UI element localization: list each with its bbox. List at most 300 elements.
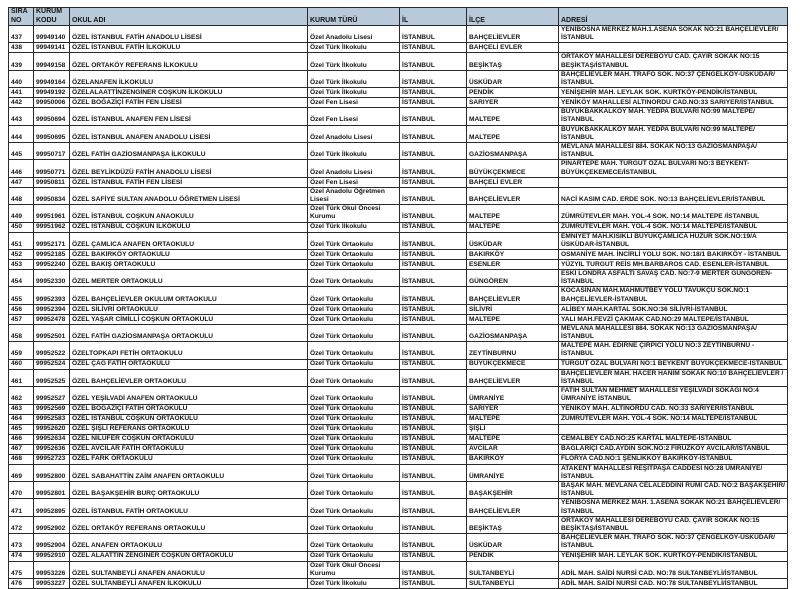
- cell-sira: 472: [9, 516, 34, 533]
- cell-sira: 471: [9, 499, 34, 516]
- cell-okul: ÖZEL ORTAKÖY REFERANS ORTAOKULU: [70, 516, 308, 533]
- cell-adres: [559, 43, 788, 53]
- cell-tur: Özel Türk Ortaokulu: [308, 270, 400, 287]
- cell-tur: Özel Türk Ortaokulu: [308, 481, 400, 498]
- table-row: [9, 454, 788, 464]
- cell-kodu: 99950834: [34, 187, 70, 204]
- cell-il: İSTANBUL: [400, 304, 467, 314]
- cell-ilce: ZEYTİNBURNU: [467, 342, 559, 359]
- table-row: [9, 551, 788, 561]
- cell-okul: ÖZEL İSTANBUL ANAFEN FEN LİSESİ: [70, 108, 308, 125]
- table-row: [9, 342, 788, 359]
- cell-tur: Özel Anadolu Öğretmen Lisesi: [308, 187, 400, 204]
- cell-ilce: MALTEPE: [467, 314, 559, 324]
- column-header-adresi: ADRESİ: [559, 8, 788, 26]
- cell-sira: 437: [9, 26, 34, 43]
- cell-il: İSTANBUL: [400, 88, 467, 98]
- cell-ilce: MALTEPE: [467, 125, 559, 142]
- cell-adres: ADİL MAH. SAİDİ NURSİ CAD. NO:78 SULTANBEYLİ/İSTANBUL: [559, 578, 788, 588]
- cell-sira: 445: [9, 143, 34, 160]
- cell-il: İSTANBUL: [400, 143, 467, 160]
- cell-ilce: ÜSKÜDAR: [467, 70, 559, 87]
- cell-ilce: PENDİK: [467, 88, 559, 98]
- cell-ilce: BAHÇELİEVLER: [467, 26, 559, 43]
- cell-ilce: BAHÇELİ EVLER: [467, 177, 559, 187]
- cell-adres: YENİŞEHİR MAH. LEYLAK SOK. KURTKÖY-PENDİK/İSTANBUL: [559, 551, 788, 561]
- cell-ilce: PENDİK: [467, 551, 559, 561]
- cell-okul: ÖZEL İSTANBUL FATİH İLKOKULU: [70, 43, 308, 53]
- cell-il: İSTANBUL: [400, 260, 467, 270]
- cell-adres: YENİBOSNA MERKEZ MAH.1.ASENA SOKAK NO:21 BAHÇELİEVLER/İSTANBUL: [559, 26, 788, 43]
- cell-kodu: 99952569: [34, 404, 70, 414]
- cell-il: İSTANBUL: [400, 342, 467, 359]
- cell-okul: ÖZEL İSTANBUL FATİH ORTAOKULU: [70, 499, 308, 516]
- cell-ilce: BAHÇELİEVLER: [467, 499, 559, 516]
- cell-kodu: 99950771: [34, 160, 70, 177]
- table-row: [9, 88, 788, 98]
- cell-il: İSTANBUL: [400, 250, 467, 260]
- cell-ilce: SARIYER: [467, 98, 559, 108]
- cell-il: İSTANBUL: [400, 369, 467, 386]
- cell-kodu: 99952525: [34, 369, 70, 386]
- cell-okul: ÖZEL BAKIŞ ORTAOKULU: [70, 260, 308, 270]
- cell-sira: 476: [9, 578, 34, 588]
- cell-kodu: 99952634: [34, 434, 70, 444]
- cell-sira: 442: [9, 98, 34, 108]
- cell-tur: Özel Türk Ortaokulu: [308, 444, 400, 454]
- table-row: [9, 125, 788, 142]
- cell-ilce: BAHÇELİEVLER: [467, 287, 559, 304]
- table-row: [9, 314, 788, 324]
- cell-okul: ÖZEL BAHÇELİEVLER ORTAOKULU: [70, 369, 308, 386]
- cell-il: İSTANBUL: [400, 98, 467, 108]
- table-row: [9, 304, 788, 314]
- cell-tur: Özel Türk Ortaokulu: [308, 304, 400, 314]
- cell-tur: Özel Türk Ortaokulu: [308, 287, 400, 304]
- cell-adres: BAHÇELİEVLER MAH. HACER HANIM SOKAK NO:10 BAHÇELİEVLER / İSTANBUL: [559, 369, 788, 386]
- cell-okul: ÖZEL BOĞAZİÇİ FATİH FEN LİSESİ: [70, 98, 308, 108]
- cell-sira: 469: [9, 464, 34, 481]
- cell-kodu: 99952185: [34, 250, 70, 260]
- cell-il: İSTANBUL: [400, 222, 467, 232]
- cell-okul: ÖZEL BAKIRKÖY ORTAOKULU: [70, 250, 308, 260]
- cell-ilce: BEŞİKTAŞ: [467, 53, 559, 70]
- cell-okul: ÖZEL SULTANBEYLİ ANAFEN İLKOKULU: [70, 578, 308, 588]
- column-header-il: İL: [400, 8, 467, 26]
- cell-il: İSTANBUL: [400, 270, 467, 287]
- cell-adres: YENİŞEHİR MAH. LEYLAK SOK. KURTKÖY-PENDİK/İSTANBUL: [559, 88, 788, 98]
- cell-tur: Özel Türk Ortaokulu: [308, 342, 400, 359]
- cell-il: İSTANBUL: [400, 499, 467, 516]
- table-row: [9, 444, 788, 454]
- cell-okul: ÖZEL NİLÜFER COŞKUN ORTAOKULU: [70, 434, 308, 444]
- cell-tur: Özel Türk Ortaokulu: [308, 314, 400, 324]
- cell-il: İSTANBUL: [400, 359, 467, 369]
- cell-adres: NACİ KASIM CAD. ERDE SOK. NO:13 BAHÇELİEVLER/İSTANBUL: [559, 187, 788, 204]
- cell-adres: BAĞLARİÇİ CAD.AYDIN SOK.NO:2 FİRUZKÖY AVCILAR/İSTANBUL: [559, 444, 788, 454]
- cell-il: İSTANBUL: [400, 444, 467, 454]
- table-row: [9, 26, 788, 43]
- cell-il: İSTANBUL: [400, 516, 467, 533]
- cell-adres: MEVLANA MAHALLESİ 884. SOKAK NO:13 GAZİOSMANPAŞA/İSTANBUL: [559, 324, 788, 341]
- cell-tur: Özel Türk Ortaokulu: [308, 499, 400, 516]
- cell-adres: TURGUT ÖZAL BULVARI NO:1 BEYKENT BÜYÜKÇEKMECE-İSTANBUL: [559, 359, 788, 369]
- cell-sira: 457: [9, 314, 34, 324]
- cell-sira: 467: [9, 444, 34, 454]
- cell-sira: 444: [9, 125, 34, 142]
- cell-kodu: 99952800: [34, 464, 70, 481]
- cell-tur: Özel Türk İlkokulu: [308, 143, 400, 160]
- table-row: [9, 359, 788, 369]
- cell-ilce: BAKIRKÖY: [467, 250, 559, 260]
- cell-kodu: 99950695: [34, 125, 70, 142]
- cell-kodu: 99949192: [34, 88, 70, 98]
- cell-adres: ESKİ LONDRA ASFALTI SAVAŞ CAD. NO:7-9 MERTER GÜNGÖREN-İSTANBUL: [559, 270, 788, 287]
- cell-ilce: BAHÇELİEVLER: [467, 187, 559, 204]
- cell-il: İSTANBUL: [400, 414, 467, 424]
- cell-ilce: MALTEPE: [467, 222, 559, 232]
- cell-sira: 443: [9, 108, 34, 125]
- cell-tur: Özel Türk Ortaokulu: [308, 359, 400, 369]
- cell-ilce: MALTEPE: [467, 434, 559, 444]
- cell-il: İSTANBUL: [400, 454, 467, 464]
- cell-kodu: 99950717: [34, 143, 70, 160]
- cell-adres: BÜYÜKBAKKALKÖY MAH. YEDPA BULVARI NO:99 MALTEPE/İSTANBUL: [559, 125, 788, 142]
- cell-sira: 458: [9, 324, 34, 341]
- cell-il: İSTANBUL: [400, 434, 467, 444]
- cell-tur: Özel Türk İlkokulu: [308, 222, 400, 232]
- table-row: [9, 260, 788, 270]
- cell-il: İSTANBUL: [400, 232, 467, 249]
- cell-adres: BAŞAK MAH. MEVLANA CELALEDDİNİ RUMİ CAD. NO:2 BAŞAKŞEHİR/İSTANBUL: [559, 481, 788, 498]
- cell-sira: 470: [9, 481, 34, 498]
- cell-il: İSTANBUL: [400, 324, 467, 341]
- cell-adres: PINARTEPE MAH. TURGUT ÖZAL BULVARI NO:3 BEYKENT-BÜYÜKÇEKEMECE/İSTANBUL: [559, 160, 788, 177]
- cell-kodu: 99953226: [34, 561, 70, 578]
- cell-sira: 448: [9, 187, 34, 204]
- cell-okul: ÖZEL AVCILAR FATİH ORTAOKULU: [70, 444, 308, 454]
- cell-ilce: GÜNGÖREN: [467, 270, 559, 287]
- cell-okul: ÖZEL SABAHATTİN ZAİM ANAFEN ORTAOKULU: [70, 464, 308, 481]
- table-row: [9, 578, 788, 588]
- cell-sira: 474: [9, 551, 34, 561]
- cell-adres: [559, 177, 788, 187]
- cell-ilce: BAKIRKÖY: [467, 454, 559, 464]
- cell-il: İSTANBUL: [400, 534, 467, 551]
- table-row: [9, 43, 788, 53]
- cell-adres: ZÜMRÜTEVLER MAH. YOL-4 SOK. NO:14 MALTEPE/İSTANBUL: [559, 414, 788, 424]
- cell-il: İSTANBUL: [400, 26, 467, 43]
- cell-kodu: 99952171: [34, 232, 70, 249]
- cell-il: İSTANBUL: [400, 561, 467, 578]
- header-row: [9, 8, 788, 26]
- cell-sira: 446: [9, 160, 34, 177]
- cell-ilce: BAHÇELİ EVLER: [467, 43, 559, 53]
- cell-kodu: 99952524: [34, 359, 70, 369]
- cell-ilce: GAZİOSMANPAŞA: [467, 324, 559, 341]
- cell-kodu: 99951961: [34, 205, 70, 222]
- cell-tur: Özel Türk Ortaokulu: [308, 260, 400, 270]
- cell-okul: ÖZEL İSTANBUL COŞKUN ORTAOKULU: [70, 414, 308, 424]
- cell-tur: Özel Türk İlkokulu: [308, 88, 400, 98]
- cell-il: İSTANBUL: [400, 464, 467, 481]
- cell-ilce: ESENLER: [467, 260, 559, 270]
- column-header-kurum-turu: KURUM TÜRÜ: [308, 8, 400, 26]
- cell-tur: Özel Anadolu Lisesi: [308, 160, 400, 177]
- cell-il: İSTANBUL: [400, 108, 467, 125]
- cell-tur: Özel Türk Ortaokulu: [308, 534, 400, 551]
- cell-kodu: 99952801: [34, 481, 70, 498]
- cell-tur: Özel Fen Lisesi: [308, 177, 400, 187]
- cell-sira: 450: [9, 222, 34, 232]
- cell-kodu: 99952902: [34, 516, 70, 533]
- table-row: [9, 324, 788, 341]
- cell-tur: Özel Türk İlkokulu: [308, 43, 400, 53]
- cell-ilce: ÜSKÜDAR: [467, 534, 559, 551]
- cell-kodu: 99952583: [34, 414, 70, 424]
- cell-tur: Özel Türk Ortaokulu: [308, 464, 400, 481]
- table-row: [9, 222, 788, 232]
- cell-sira: 468: [9, 454, 34, 464]
- cell-sira: 453: [9, 260, 34, 270]
- cell-kodu: 99951962: [34, 222, 70, 232]
- column-header-kurum-kodu: KURUM KODU: [34, 8, 70, 26]
- cell-sira: 441: [9, 88, 34, 98]
- cell-ilce: BÜYÜKÇEKMECE: [467, 160, 559, 177]
- cell-adres: CEMALBEY CAD.NO:25 KARTAL MALTEPE-İSTANBUL: [559, 434, 788, 444]
- cell-tur: Özel Türk Okul Öncesi Kurumu: [308, 205, 400, 222]
- cell-kodu: 99950006: [34, 98, 70, 108]
- cell-kodu: 99952723: [34, 454, 70, 464]
- cell-tur: Özel Türk Ortaokulu: [308, 424, 400, 434]
- cell-okul: ÖZEL MERTER ORTAOKULU: [70, 270, 308, 287]
- cell-ilce: ÜMRANİYE: [467, 387, 559, 404]
- cell-tur: Özel Fen Lisesi: [308, 108, 400, 125]
- table-row: [9, 205, 788, 222]
- cell-sira: 449: [9, 205, 34, 222]
- table-row: [9, 250, 788, 260]
- cell-il: İSTANBUL: [400, 53, 467, 70]
- column-header-ilce: İLÇE: [467, 8, 559, 26]
- cell-kodu: 99952527: [34, 387, 70, 404]
- cell-adres: OSMANİYE MAH. İNCİRLİ YOLU SOK. NO:18/1 BAKIRKÖY - İSTANBUL: [559, 250, 788, 260]
- column-header-okul-adi: OKUL ADI: [70, 8, 308, 26]
- cell-okul: ÖZEL BAŞAKŞEHİR BURÇ ORTAOKULU: [70, 481, 308, 498]
- cell-il: İSTANBUL: [400, 578, 467, 588]
- cell-il: İSTANBUL: [400, 481, 467, 498]
- cell-sira: 460: [9, 359, 34, 369]
- cell-ilce: SULTANBEYLİ: [467, 561, 559, 578]
- cell-okul: ÖZEL ÇAMLICA ANAFEN ORTAOKULU: [70, 232, 308, 249]
- cell-ilce: ÜSKÜDAR: [467, 232, 559, 249]
- cell-kodu: 99952393: [34, 287, 70, 304]
- cell-okul: ÖZEL FARK ORTAOKULU: [70, 454, 308, 464]
- table-row: [9, 369, 788, 386]
- cell-adres: FATİH SULTAN MEHMET MAHALLESİ YEŞİLVADİ SOKAĞI NO:4 ÜMRANİYE İSTANBUL: [559, 387, 788, 404]
- cell-okul: ÖZEL SULTANBEYLİ ANAFEN ANAOKULU: [70, 561, 308, 578]
- table-row: [9, 287, 788, 304]
- cell-adres: ZÜMRÜTEVLER MAH. YOL-4 SOK. NO:14 MALTEPE /İSTANBUL: [559, 205, 788, 222]
- cell-okul: ÖZEL ANAFEN ORTAOKULU: [70, 534, 308, 551]
- cell-ilce: MALTEPE: [467, 414, 559, 424]
- cell-tur: Özel Türk Ortaokulu: [308, 404, 400, 414]
- cell-tur: Özel Fen Lisesi: [308, 98, 400, 108]
- cell-adres: YENİBOSNA MERKEZ MAH. 1.ASENA SOKAK NO:21 BAHÇELİEVLER/İSTANBUL: [559, 499, 788, 516]
- cell-adres: EMNİYET MAH.KISIKLI BÜYÜKÇAMLICA HUZUR SOK.NO:19/A ÜSKÜDAR-İSTANBUL: [559, 232, 788, 249]
- cell-okul: ÖZEL İSTANBUL FATİH FEN LİSESİ: [70, 177, 308, 187]
- table-row: [9, 53, 788, 70]
- cell-ilce: ŞİŞLİ: [467, 424, 559, 434]
- cell-adres: [559, 424, 788, 434]
- cell-kodu: 99952620: [34, 424, 70, 434]
- cell-tur: Özel Türk Ortaokulu: [308, 324, 400, 341]
- table-header: [9, 8, 788, 26]
- column-header-sira-no: SIRA NO: [9, 8, 34, 26]
- cell-il: İSTANBUL: [400, 43, 467, 53]
- cell-okul: ÖZEL FATİH GAZİOSMANPAŞA ORTAOKULU: [70, 324, 308, 341]
- cell-okul: ÖZEL YEŞİLVADİ ANAFEN ORTAOKULU: [70, 387, 308, 404]
- table-row: [9, 387, 788, 404]
- cell-kodu: 99952501: [34, 324, 70, 341]
- cell-sira: 462: [9, 387, 34, 404]
- table-row: [9, 143, 788, 160]
- cell-okul: ÖZELTOPKAPI FETİH ORTAOKULU: [70, 342, 308, 359]
- cell-kodu: 99952904: [34, 534, 70, 551]
- cell-sira: 475: [9, 561, 34, 578]
- cell-sira: 438: [9, 43, 34, 53]
- cell-kodu: 99952910: [34, 551, 70, 561]
- cell-il: İSTANBUL: [400, 160, 467, 177]
- cell-adres: FLORYA CAD.NO:1 ŞENLİKKÖY BAKIRKÖY-İSTANBUL: [559, 454, 788, 464]
- cell-tur: Özel Anadolu Lisesi: [308, 125, 400, 142]
- cell-adres: ADİL MAH. SAİDİ NURSİ CAD. NO:78 SULTANBEYLİ/İSTANBUL: [559, 561, 788, 578]
- cell-adres: ORTAKÖY MAHALLESİ DEREBOYU CAD. ÇAYIR SOKAK NO:15 BEŞİKTAŞ/İSTANBUL: [559, 516, 788, 533]
- schools-table: [8, 7, 788, 589]
- cell-tur: Özel Türk Ortaokulu: [308, 232, 400, 249]
- cell-adres: MALTEPE MAH. EDİRNE ÇIRPICI YOLU NO:3 ZEYTİNBURNU - İSTANBUL: [559, 342, 788, 359]
- cell-ilce: SİLİVRİ: [467, 304, 559, 314]
- cell-kodu: 99952636: [34, 444, 70, 454]
- cell-ilce: ÜMRANİYE: [467, 464, 559, 481]
- cell-sira: 464: [9, 414, 34, 424]
- cell-okul: ÖZEL YAŞAR CİMİLLİ COŞKUN ORTAOKULU: [70, 314, 308, 324]
- cell-kodu: 99949158: [34, 53, 70, 70]
- cell-adres: YALI MAH.FEVZİ ÇAKMAK CAD.NO:29 MALTEPE/İSTANBUL: [559, 314, 788, 324]
- cell-okul: ÖZEL İSTANBUL COŞKUN ANAOKULU: [70, 205, 308, 222]
- cell-okul: ÖZELANAFEN İLKOKULU: [70, 70, 308, 87]
- cell-il: İSTANBUL: [400, 177, 467, 187]
- cell-il: İSTANBUL: [400, 125, 467, 142]
- table-row: [9, 481, 788, 498]
- cell-il: İSTANBUL: [400, 287, 467, 304]
- cell-ilce: MALTEPE: [467, 108, 559, 125]
- table-row: [9, 70, 788, 87]
- cell-tur: Özel Türk Ortaokulu: [308, 387, 400, 404]
- cell-sira: 439: [9, 53, 34, 70]
- cell-tur: Özel Türk İlkokulu: [308, 578, 400, 588]
- cell-okul: ÖZEL ORTAKÖY REFERANS İLKOKULU: [70, 53, 308, 70]
- cell-adres: YÜZYIL TURGUT REİS MH.BARBAROS CAD. ESENLER-İSTANBUL: [559, 260, 788, 270]
- cell-tur: Özel Anadolu Lisesi: [308, 26, 400, 43]
- table-row: [9, 177, 788, 187]
- cell-sira: 461: [9, 369, 34, 386]
- cell-okul: ÖZEL ŞİŞLİ REFERANS ORTAOKULU: [70, 424, 308, 434]
- cell-ilce: BÜYÜKÇEKMECE: [467, 359, 559, 369]
- cell-sira: 465: [9, 424, 34, 434]
- cell-adres: ALİBEY MAH.KARTAL SOK.NO:36 SİLİVRİ-İSTANBUL: [559, 304, 788, 314]
- cell-ilce: SULTANBEYLİ: [467, 578, 559, 588]
- cell-ilce: MALTEPE: [467, 205, 559, 222]
- cell-sira: 440: [9, 70, 34, 87]
- cell-kodu: 99952330: [34, 270, 70, 287]
- cell-kodu: 99952394: [34, 304, 70, 314]
- cell-ilce: AVCILAR: [467, 444, 559, 454]
- table-row: [9, 414, 788, 424]
- table-row: [9, 108, 788, 125]
- cell-sira: 466: [9, 434, 34, 444]
- cell-adres: BAHÇELİEVLER MAH. TRAFO SOK. NO:37 ÇENGELKÖY-ÜSKÜDAR/İSTANBUL: [559, 70, 788, 87]
- cell-sira: 455: [9, 287, 34, 304]
- table-row: [9, 232, 788, 249]
- cell-tur: Özel Türk Okul Öncesi Kurumu: [308, 561, 400, 578]
- cell-tur: Özel Türk İlkokulu: [308, 70, 400, 87]
- cell-ilce: GAZİOSMANPAŞA: [467, 143, 559, 160]
- cell-okul: ÖZEL İSTANBUL ANAFEN ANADOLU LİSESİ: [70, 125, 308, 142]
- cell-il: İSTANBUL: [400, 314, 467, 324]
- cell-adres: ATAKENT MAHALLESİ REŞİTPAŞA CADDESİ NO:28 ÜMRANİYE/İSTANBUL: [559, 464, 788, 481]
- cell-okul: ÖZEL BAHÇELİEVLER OKULUM ORTAOKULU: [70, 287, 308, 304]
- cell-sira: 454: [9, 270, 34, 287]
- table-row: [9, 270, 788, 287]
- cell-ilce: BEŞİKTAŞ: [467, 516, 559, 533]
- table-row: [9, 187, 788, 204]
- school-table-body: [9, 26, 788, 589]
- cell-okul: ÖZEL BEYLİKDÜZÜ FATİH ANADOLU LİSESİ: [70, 160, 308, 177]
- cell-okul: ÖZEL İSTANBUL COŞKUN İLKOKULU: [70, 222, 308, 232]
- cell-adres: BAHÇELİEVLER MAH. TRAFO SOK. NO:37 ÇENGELKÖY-ÜSKÜDAR/İSTANBUL: [559, 534, 788, 551]
- cell-sira: 463: [9, 404, 34, 414]
- cell-il: İSTANBUL: [400, 551, 467, 561]
- cell-tur: Özel Türk Ortaokulu: [308, 516, 400, 533]
- cell-kodu: 99952240: [34, 260, 70, 270]
- cell-il: İSTANBUL: [400, 404, 467, 414]
- cell-kodu: 99949164: [34, 70, 70, 87]
- cell-okul: ÖZEL ÇAĞ FATİH ORTAOKULU: [70, 359, 308, 369]
- cell-ilce: SARIYER: [467, 404, 559, 414]
- cell-il: İSTANBUL: [400, 205, 467, 222]
- cell-kodu: 99953227: [34, 578, 70, 588]
- cell-ilce: BAŞAKŞEHİR: [467, 481, 559, 498]
- cell-tur: Özel Türk Ortaokulu: [308, 369, 400, 386]
- cell-okul: ÖZEL BOĞAZİÇİ FATİH ORTAOKULU: [70, 404, 308, 414]
- cell-okul: ÖZEL İSTANBUL FATİH ANADOLU LİSESİ: [70, 26, 308, 43]
- cell-okul: ÖZEL SAFİYE SULTAN ANADOLU ÖĞRETMEN LİSESİ: [70, 187, 308, 204]
- cell-il: İSTANBUL: [400, 424, 467, 434]
- cell-kodu: 99950694: [34, 108, 70, 125]
- table-row: [9, 98, 788, 108]
- cell-kodu: 99952522: [34, 342, 70, 359]
- cell-tur: Özel Türk Ortaokulu: [308, 414, 400, 424]
- table-row: [9, 534, 788, 551]
- cell-sira: 451: [9, 232, 34, 249]
- cell-adres: ORTAKÖY MAHALLESİ DEREBOYU CAD. ÇAYIR SOKAK NO:15 BEŞİKTAŞ/İSTANBUL: [559, 53, 788, 70]
- cell-adres: KOCASİNAN MAH.MAHMUTBEY YOLU TAVUKÇU SOK.NO:1 BAHÇELİEVLER-İSTANBUL: [559, 287, 788, 304]
- cell-sira: 452: [9, 250, 34, 260]
- table-row: [9, 516, 788, 533]
- cell-kodu: 99950811: [34, 177, 70, 187]
- table-row: [9, 464, 788, 481]
- cell-il: İSTANBUL: [400, 387, 467, 404]
